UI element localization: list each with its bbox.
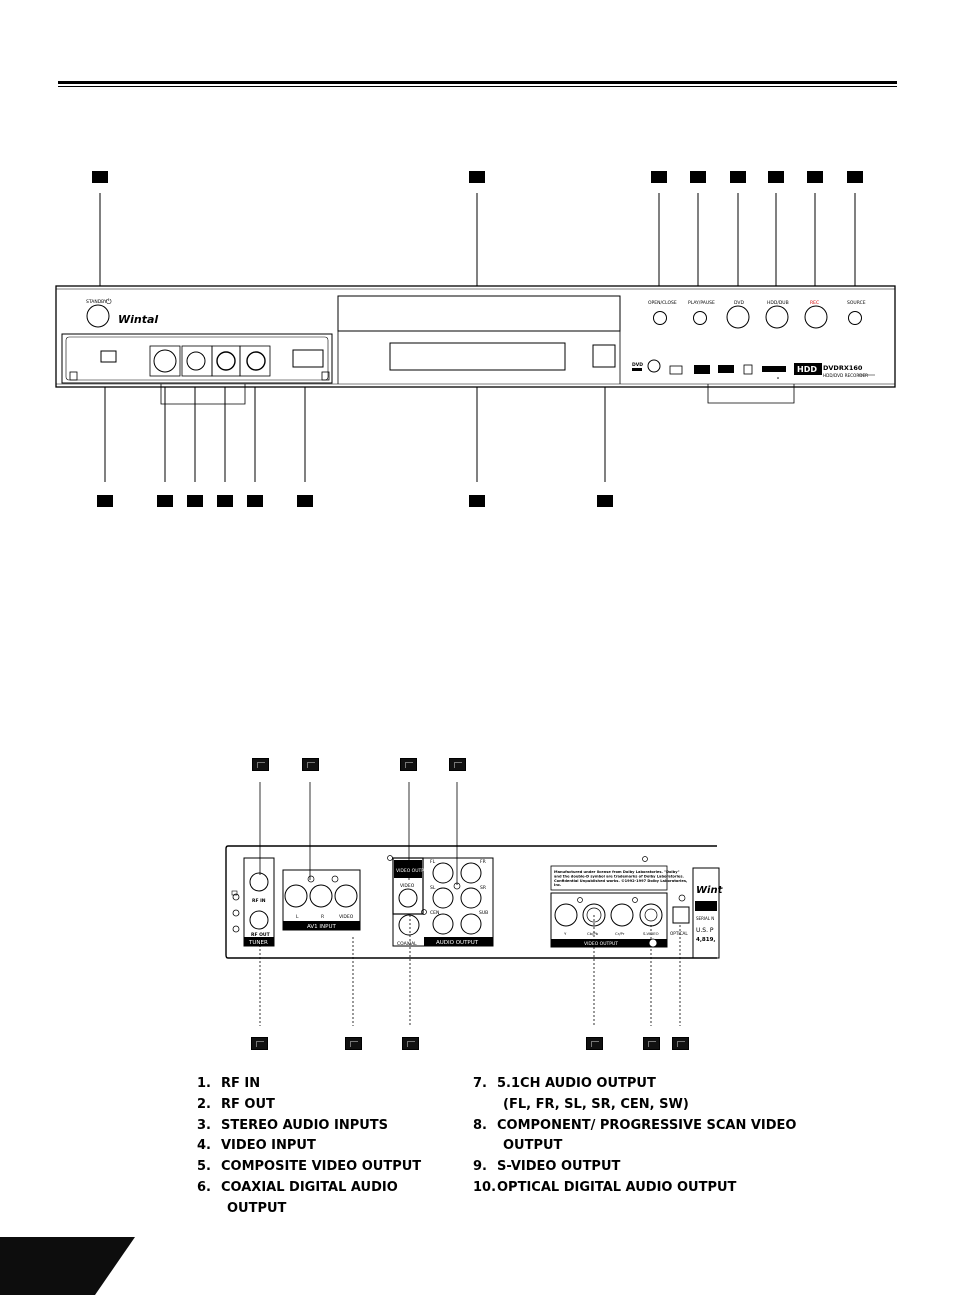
optical-label: OPTICAL (670, 931, 688, 936)
rear-brand-label: Wint (696, 885, 723, 896)
av1-l-label: L (296, 915, 299, 920)
patent-label-1: U.S. P (696, 927, 714, 934)
tuner-label: TUNER (249, 940, 268, 946)
list-item: 3. STEREO AUDIO INPUTS (197, 1117, 389, 1133)
y-label: Y (564, 931, 567, 936)
connections-list-right (473, 1074, 796, 1199)
list-item-continuation: OUTPUT (503, 1138, 563, 1154)
av1-input-label: AV1 INPUT (307, 924, 336, 930)
patent-label-2: 4,819, (696, 937, 716, 943)
source-label: SOURCE (847, 301, 866, 306)
av1-video-label: VIDEO (339, 915, 354, 920)
brand-logo: Wintal (118, 313, 159, 326)
list-item: 8. COMPONENT/ PROGRESSIVE SCAN VIDEO (473, 1117, 797, 1133)
fr-label: FR (480, 860, 486, 865)
list-item: 1. RF IN (197, 1076, 261, 1091)
sub-label: SUB (479, 911, 489, 916)
connections-list-left (197, 1074, 421, 1220)
list-item: 9. S-VIDEO OUTPUT (473, 1159, 621, 1175)
front-panel-diagram (0, 0, 954, 520)
list-item: 2. RF OUT (197, 1096, 275, 1112)
coaxial-label: COAXIAL (397, 942, 417, 947)
video-output-bar-label: VIDEO OUTPUT (584, 942, 619, 947)
video-jack-label: VIDEO (400, 884, 415, 889)
cen-label: CEN (430, 911, 440, 916)
cr-pr-label: Cr/Pr (615, 931, 625, 936)
cb-pb-label: Cb/Pb (587, 931, 599, 936)
rec-label: REC (810, 301, 820, 306)
list-item: 6. COAXIAL DIGITAL AUDIO (197, 1179, 398, 1195)
model-subtitle: HDD/DVD RECORDER (823, 373, 869, 378)
dvd-logo: DVD (632, 363, 643, 368)
list-item: 7. 5.1CH AUDIO OUTPUT (473, 1076, 656, 1091)
audio-output-label: AUDIO OUTPUT (436, 940, 479, 946)
rf-out-label: RF OUT (251, 933, 270, 938)
list-item-continuation: OUTPUT (227, 1200, 287, 1216)
fl-label: FL (430, 860, 436, 865)
s-video-label: S-VIDEO (643, 931, 659, 936)
sr-label: SR (480, 886, 486, 891)
hdd-dub-label: HDD/DUB (767, 301, 789, 306)
rf-in-label: RF IN (252, 899, 266, 904)
serial-label: SERIAL N (696, 916, 715, 921)
dvd-label: DVD (734, 301, 744, 306)
sl-label: SL (430, 886, 436, 891)
page-corner-tab (0, 1237, 140, 1295)
open-close-label: OPEN/CLOSE (648, 301, 677, 306)
dolby-notice: Manufactured under license from Dolby Laboratories. "Dolby" and the double-D symbol are trademarks of Dolby Laboratories. Confidential Unpublished works. ©1992-1997 Dolby Laboratories, Inc. (554, 870, 688, 888)
video-output-box-label: VIDEO OUTPUT (396, 869, 431, 874)
standby-icon: ⏻ (106, 298, 112, 306)
model-name: DVDRX160 (823, 364, 863, 372)
list-item: 5. COMPOSITE VIDEO OUTPUT (197, 1159, 422, 1175)
hdd-badge: HDD (797, 365, 817, 374)
rear-panel-diagram (0, 770, 954, 1040)
list-item-continuation: (FL, FR, SL, SR, CEN, SW) (503, 1096, 689, 1112)
play-pause-label: PLAY/PAUSE (688, 301, 715, 306)
list-item: 4. VIDEO INPUT (197, 1138, 316, 1154)
list-item: 10.OPTICAL DIGITAL AUDIO OUTPUT (473, 1179, 737, 1195)
av1-r-label: R (321, 915, 325, 920)
standby-label: STANDBY (86, 300, 107, 305)
